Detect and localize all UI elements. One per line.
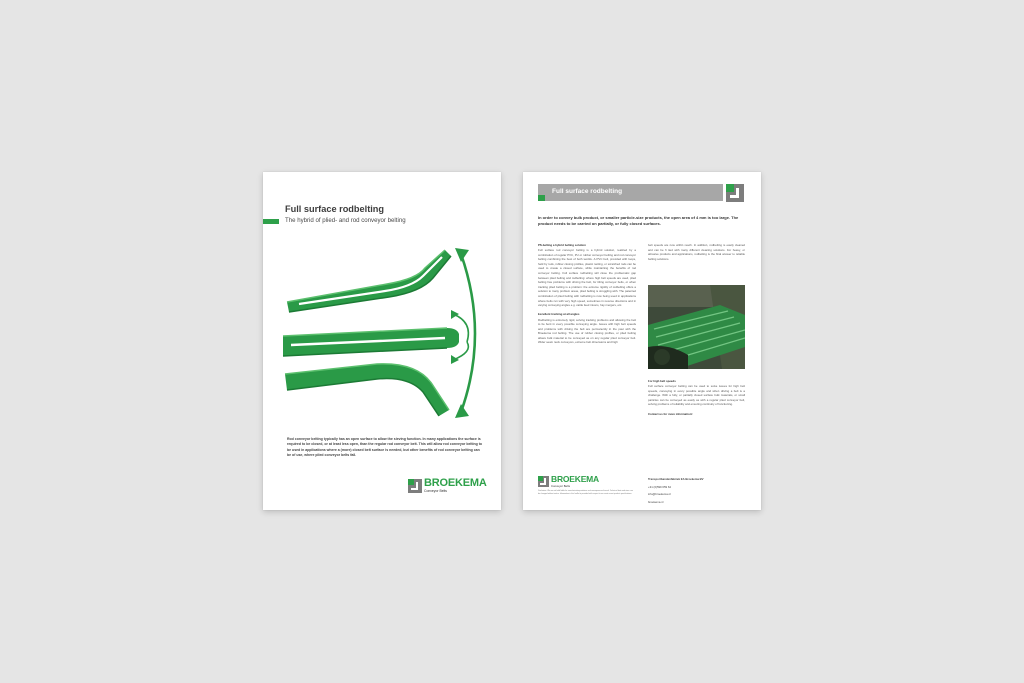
section-text: Rodbelting is extremely rigid, solving tracking problems and allowing the belt to be bent in every possible conveying angle. Issues with high belt speeds and problems with driving the belt are permanently in the past with the Broekema rod belting. The use of rubber closing profiles, or plied belting allows bulk material to be conveyed as on any regular plied conveyor belt. Wider seam neck conveyors, extreme belt dimensions and high — [538, 317, 636, 345]
right-lower-column — [648, 379, 745, 417]
broekema-logo — [538, 475, 599, 487]
disclaimer: Disclaimer: We are not held liable for errors/misinterpretations and consequences thereof. Technical data and sizes can be changed without notice. Information in this leaflet is provided with respect to our most recent product specifications. — [538, 490, 633, 495]
right-top-text: belt speeds are now within reach. In addition, rodbelting is easily cleaned and can be fi tted with many different cleaning solutions. For heavy, or abrasive products and applications, rodbelting is the final answer to reliable belting solutions. — [648, 243, 745, 261]
section-heading: Excellent tracking at all angles — [538, 312, 580, 317]
front-title: Full surface rodbelting — [285, 204, 385, 214]
belt-bottom — [285, 364, 449, 416]
broekema-logo-icon — [408, 479, 422, 493]
contact-cta: Contact us for more information! — [648, 411, 693, 416]
contact-email[interactable]: info@broekema.nl — [648, 492, 671, 496]
header-accent — [538, 195, 545, 201]
back-header-title: Full surface rodbelting — [552, 188, 623, 195]
logo-name: BROEKEMA — [424, 477, 487, 489]
back-header-bar — [538, 184, 723, 201]
section-text: Full surface rod conveyor belting is a hybrid solution, realized by a combination of regular PVC, PU or rubber conveyor belting and rod conveyor belting combining the best of both worlds. A PVC belt, provided with loops, held by rods, rubber closing profiles, plastic netting, or scratched rods can be used to create a closed surface, while maintaining the benefits of rod conveyor belting. Full surface rodbelting will close the problematic gap between plied belting and rodbelting: where high belt speeds are used, plied belting has problems with driving the belt, for tilting conveyor belts, or when tracking plied belting is a problem: the extreme rigidity of rodbelting offers a solution to many problem areas, plied belting is struggling with. The patented combination of plied belting with rodbelting is now being used in applications where belts run with very high speed, sometimes in reverse directions and in varying conveying angles e.g. cattle feed mixers, hay mergers, etc. — [538, 248, 636, 308]
back-page — [523, 172, 761, 510]
arrow-head-bottom — [455, 404, 469, 418]
broekema-logo — [408, 478, 487, 493]
contact-block — [648, 476, 743, 506]
section-heading: PS-belting a hybrid belting solution — [538, 243, 586, 247]
logo-sub: Conveyor Belts — [424, 489, 447, 493]
logo-name: BROEKEMA — [551, 474, 599, 484]
belt-top — [287, 250, 451, 312]
front-body-text: Rod conveyor belting typically has an open surface to allow the sieving function. In many applications the surface is required to be closed, or at least less open, than the regular rod conveyor belt. This will allow rod conveyor belting to be used in applications where a (more) closed belt surface is needed, but other benefits of rod conveyor belting can be of use, where plied conveyor belts fail. — [287, 437, 483, 457]
broekema-logo-icon — [538, 476, 549, 487]
rodbelting-illustration — [277, 244, 487, 424]
front-subtitle: The hybrid of plied- and rod conveyor belting — [285, 217, 406, 224]
right-column — [648, 243, 745, 266]
conveyor-photo — [648, 285, 745, 369]
belt-middle — [283, 328, 459, 356]
contact-website[interactable]: broekema.nl — [648, 499, 664, 504]
section-text: Full surface conveyor belting can be used to solve issues for high belt speeds, conveying in every possible angle and when driving a belt is a challenge. With a fully, or partially closed surface bulk materials, or small particles can be conveyed as easily as with a regular plied conveyor belt, solving problems of reliability and ensuring continuity of functioning. — [648, 384, 745, 407]
back-intro: In order to convey bulk product, or smaller particle-size products, the open area of 4 mm is too large. The product needs to be carried on partially, or fully closed surfaces. — [538, 215, 739, 226]
left-column — [538, 243, 636, 350]
logo-sub: Conveyor Belts — [551, 483, 570, 488]
front-page — [263, 172, 501, 510]
section-heading: For high belt speeds — [648, 379, 676, 383]
contact-company: Transportbandenfabriek EA Broekema BV — [648, 477, 704, 481]
contact-phone[interactable]: +31 (0)599 659 64 — [648, 484, 671, 489]
arrow-head-top — [455, 248, 469, 262]
front-accent-bar — [263, 219, 279, 224]
broekema-corner-icon — [726, 184, 744, 202]
